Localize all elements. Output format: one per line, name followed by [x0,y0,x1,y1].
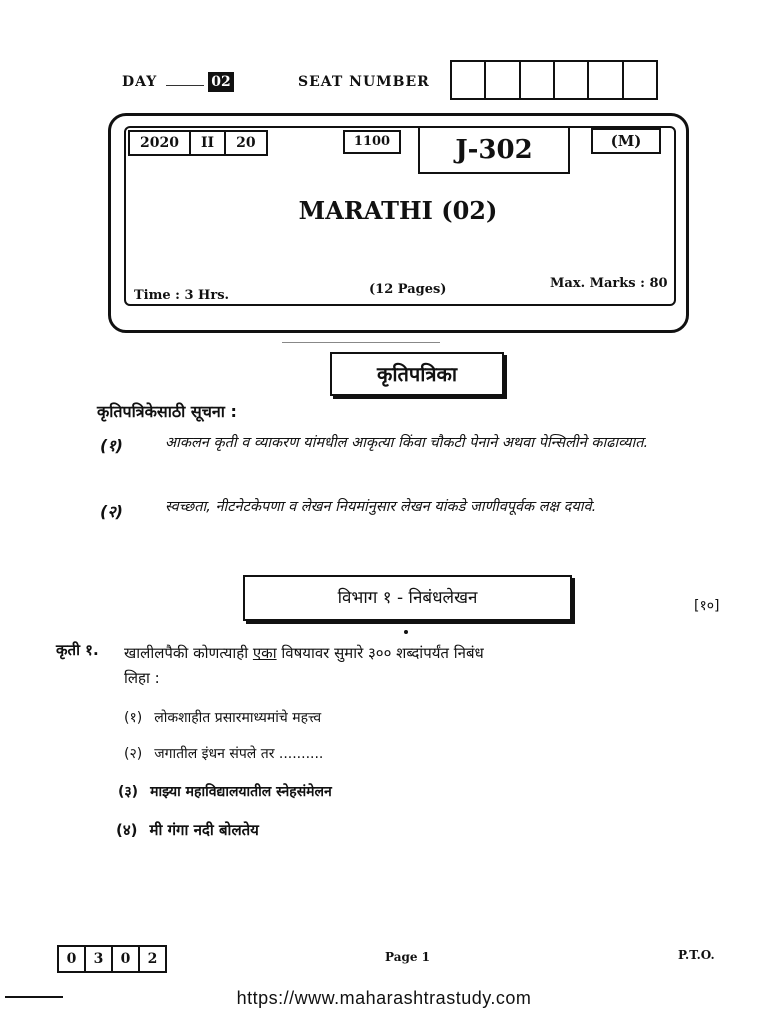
exam-date-strip [128,130,268,156]
paper-code: J-302 [418,126,570,174]
question-label: कृती १. [56,641,99,659]
topic-text: जगातील इंधन संपले तर .......... [154,746,324,762]
code-digit: 0 [113,947,140,971]
seat-cell [555,62,589,98]
paper-code-boxes [57,945,167,973]
instruction-text: आकलन कृती व व्याकरण यांमधील आकृत्या किंवा चौकटी पेनाने अथवा पेन्सिलीने काढाव्यात. [165,435,649,451]
essay-topic [116,820,259,840]
seat-cell [624,62,656,98]
essay-topic [124,708,321,727]
max-marks: Max. Marks : 80 [550,276,668,291]
page-count: (12 Pages) [369,282,447,297]
topic-text: माझ्या महाविद्यालयातील स्नेहसंमेलन [150,784,332,800]
topic-number: (३) [118,784,139,800]
code-digit: 2 [147,951,158,967]
seat-cell [452,62,486,98]
code-digit: 3 [86,947,113,971]
instruction-number: (१) [100,436,123,455]
subject-title: MARATHI (02) [298,196,498,225]
separator-line [282,342,440,343]
seat-number-label: SEAT NUMBER [298,74,430,90]
seat-number-boxes [450,60,658,100]
topic-number: (१) [124,710,143,726]
code-digit: 0 [59,947,86,971]
exam-duration: Time : 3 Hrs. [134,288,230,303]
day-divider [166,85,204,86]
seat-cell [521,62,555,98]
exam-date: 20 [236,135,256,151]
day-value: 02 [208,72,234,92]
question-text-part: खालीलपैकी कोणत्याही [124,644,253,662]
instruction-text: स्वच्छता, नीटनेटकेपणा व लेखन नियमांनुसार लेखन यांकडे जाणीवपूर्वक लक्ष दयावे. [165,499,597,515]
pto-label: P.T.O. [678,948,715,962]
topic-text: लोकशाहीत प्रसारमाध्यमांचे महत्त्व [154,710,322,726]
seat-cell [486,62,520,98]
question-text-underlined: एका [252,644,277,662]
section-marks: [१०] [694,598,720,614]
website-url[interactable]: https://www.maharashtrastudy.com [236,988,532,1008]
essay-topic [124,744,323,763]
question-text [124,640,664,666]
topic-number: (२) [124,746,143,762]
kruti-patrika-title: कृतिपत्रिका [330,352,504,396]
stray-dot [404,630,408,634]
instructions-heading: कृतिपत्रिकेसाठी सूचना : [97,402,237,421]
medium-code: (M) [591,128,661,154]
exam-year: 2020 [130,132,191,154]
instruction-number: (२) [100,502,123,521]
page-number: Page 1 [385,950,431,964]
seat-cell [589,62,623,98]
exam-month: II [191,132,226,154]
day-label: DAY [122,74,158,90]
section-title: विभाग १ - निबंधलेखन [243,575,572,621]
question-text-continued: लिहा : [124,669,160,687]
exam-time-code: 1100 [343,130,401,154]
topic-number: (४) [116,821,138,839]
topic-text: मी गंगा नदी बोलतेय [149,821,259,839]
question-text-part: विषयावर सुमारे ३०० शब्दांपर्यंत निबंध [276,644,484,662]
essay-topic [118,782,332,801]
